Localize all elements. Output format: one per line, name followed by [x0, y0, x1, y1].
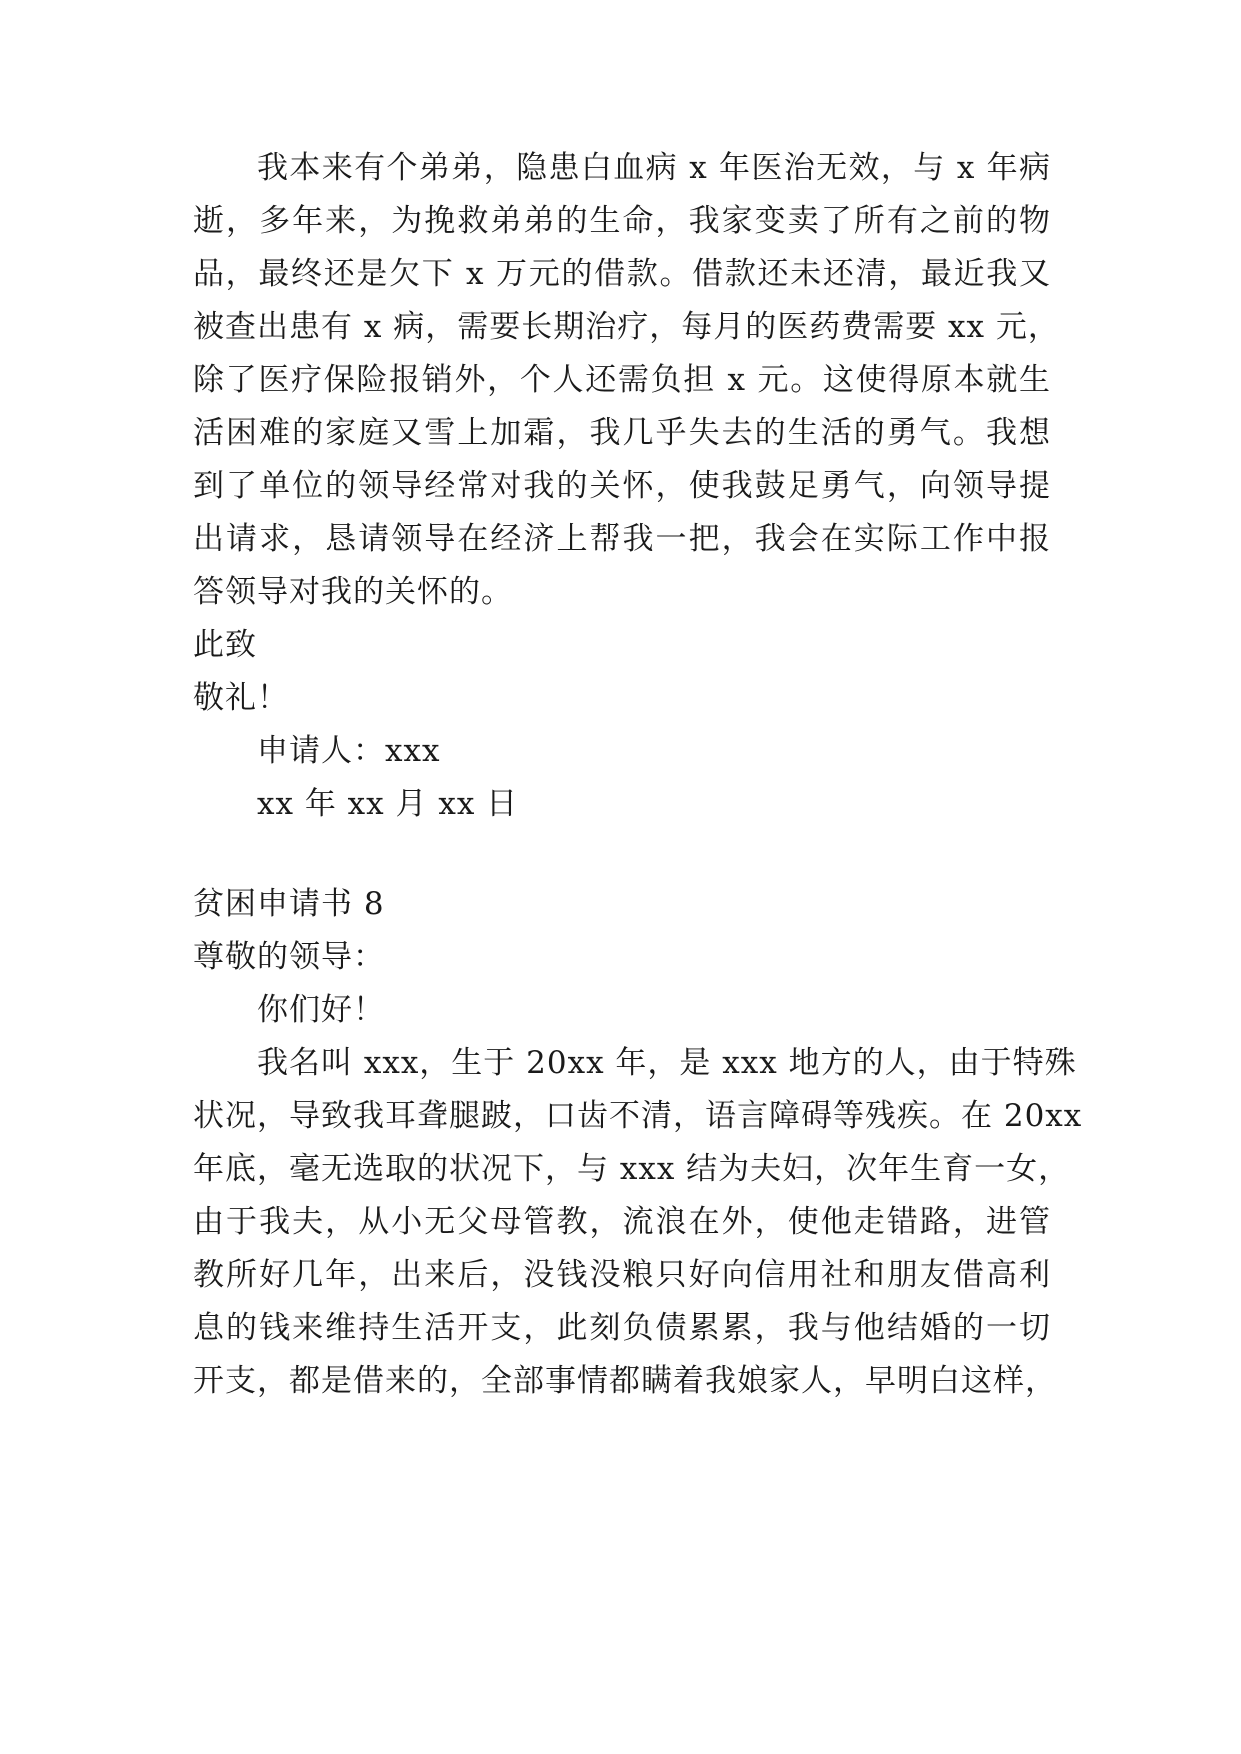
letter2-paragraph-line: 由于我夫，从小无父母管教，流浪在外，使他走错路，进管: [193, 1204, 1051, 1240]
letter2-paragraph-line: 开支，都是借来的，全部事情都瞒着我娘家人，早明白这样，: [193, 1363, 1057, 1399]
letter1-paragraph-line: 逝，多年来，为挽救弟弟的生命，我家变卖了所有之前的物: [193, 203, 1051, 239]
letter2-greeting: 你们好！: [257, 992, 385, 1028]
letter2-paragraph-line: 我名叫 xxx，生于 20xx 年，是 xxx 地方的人，由于特殊: [257, 1045, 1077, 1081]
letter2-paragraph-line: 息的钱来维持生活开支，此刻负债累累，我与他结婚的一切: [193, 1310, 1051, 1346]
letter1-paragraph-line: 活困难的家庭又雪上加霜，我几乎失去的生活的勇气。我想: [193, 415, 1051, 451]
letter2-title: 贫困申请书 8: [193, 886, 385, 922]
letter1-paragraph-line: 被查出患有 x 病，需要长期治疗，每月的医药费需要 xx 元，: [193, 309, 1060, 345]
letter1-paragraph-line: 出请求，恳请领导在经济上帮我一把，我会在实际工作中报: [193, 521, 1051, 557]
letter1-closing-jing-li: 敬礼！: [193, 680, 289, 716]
letter1-paragraph-line: 除了医疗保险报销外，个人还需负担 x 元。这使得原本就生: [193, 362, 1051, 398]
letter2-salutation: 尊敬的领导：: [193, 939, 385, 975]
letter2-paragraph-line: 状况，导致我耳聋腿跛，口齿不清，语言障碍等残疾。在 20xx: [193, 1098, 1083, 1134]
letter1-closing-ci-zhi: 此致: [193, 627, 257, 663]
letter1-paragraph-line: 我本来有个弟弟，隐患白血病 x 年医治无效，与 x 年病: [257, 150, 1051, 186]
letter1-paragraph-line: 到了单位的领导经常对我的关怀，使我鼓足勇气，向领导提: [193, 468, 1051, 504]
letter1-applicant: 申请人：xxx: [257, 733, 441, 769]
letter1-paragraph-line: 品，最终还是欠下 x 万元的借款。借款还未还清，最近我又: [193, 256, 1051, 292]
letter2-paragraph-line: 年底，毫无选取的状况下，与 xxx 结为夫妇，次年生育一女，: [193, 1151, 1071, 1187]
letter2-paragraph-line: 教所好几年，出来后，没钱没粮只好向信用社和朋友借高利: [193, 1257, 1051, 1293]
letter1-date: xx 年 xx 月 xx 日: [257, 786, 519, 822]
letter1-paragraph-line: 答领导对我的关怀的。: [193, 574, 513, 610]
